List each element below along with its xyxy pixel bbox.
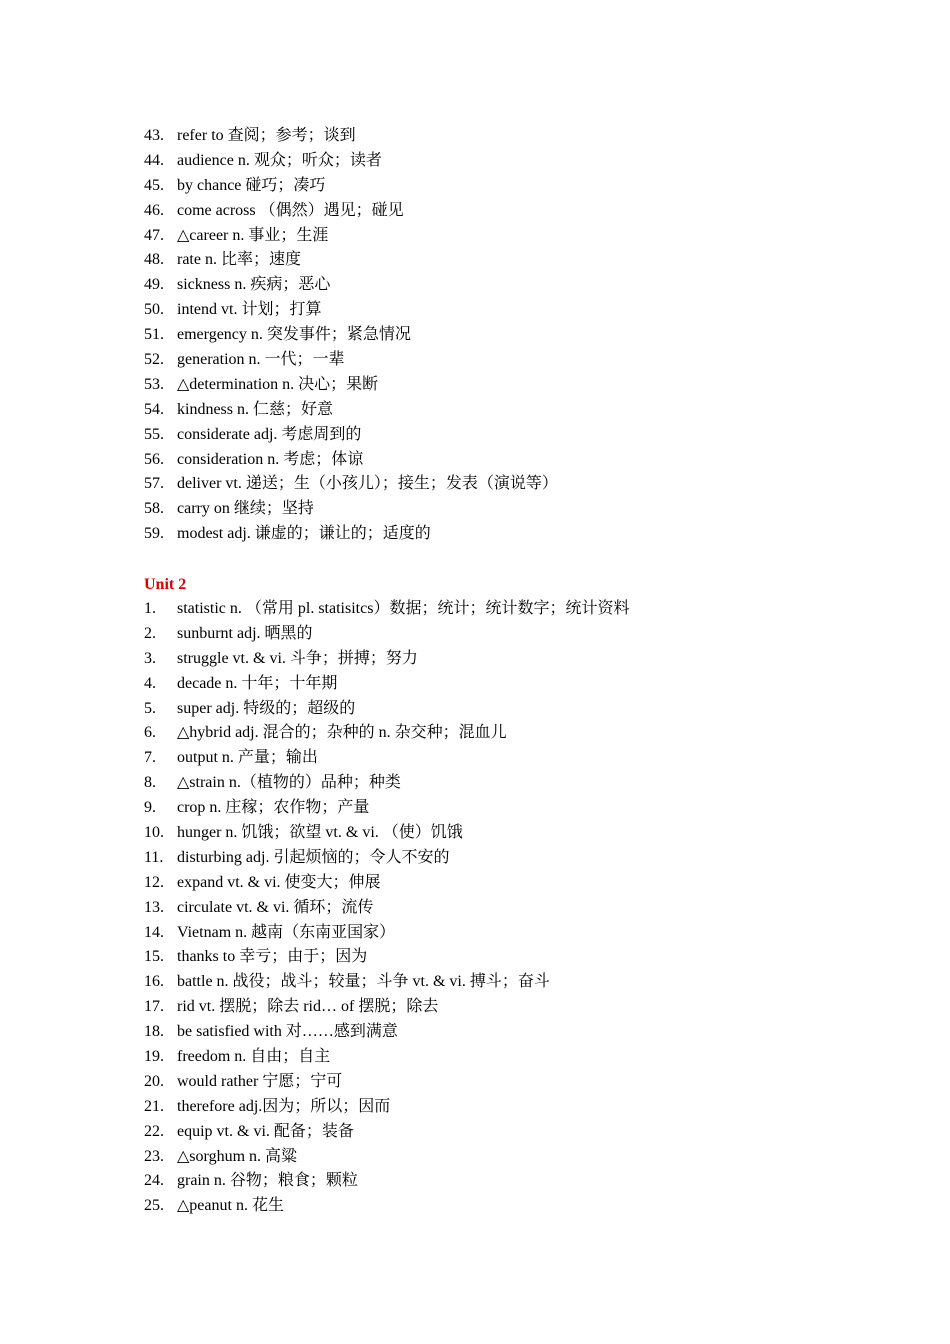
vocab-entry [144, 423, 558, 448]
vocab-entry [144, 721, 629, 746]
vocab-entry [144, 1020, 629, 1045]
entry-text: by chance 碰巧；凑巧 [177, 176, 326, 194]
section-heading-unit-2: Unit 2 [144, 576, 187, 593]
vocab-entry [144, 1194, 629, 1219]
entry-text: refer to 查阅；参考；谈到 [177, 127, 356, 144]
entry-number: 22. [144, 1122, 164, 1140]
entry-number: 24. [144, 1172, 164, 1190]
vocab-entry [144, 921, 629, 946]
vocab-entry [144, 970, 629, 995]
entry-text: expand vt. & vi. 使变大；伸展 [177, 873, 381, 891]
vocab-entry [144, 597, 629, 622]
entry-number: 48. [144, 251, 164, 269]
vocab-entry [144, 1070, 629, 1095]
vocab-entry [144, 945, 629, 970]
entry-number: 14. [144, 923, 164, 941]
vocab-entry [144, 1120, 629, 1145]
vocab-entry [144, 199, 558, 224]
entry-number: 47. [144, 226, 164, 244]
entry-number: 59. [144, 525, 164, 543]
vocab-entry [144, 273, 558, 298]
entry-text: consideration n. 考虑；体谅 [177, 450, 364, 468]
entry-text: rid vt. 摆脱；除去 rid… of 摆脱；除去 [177, 998, 439, 1016]
entry-text: circulate vt. & vi. 循环；流传 [177, 898, 374, 916]
entry-text: would rather 宁愿；宁可 [177, 1072, 343, 1090]
vocab-entry [144, 846, 629, 871]
entry-number: 13. [144, 898, 164, 916]
entry-number: 8. [144, 774, 156, 792]
vocab-entry [144, 298, 558, 323]
vocab-entry [144, 124, 558, 149]
entry-text: modest adj. 谦虚的；谦让的；适度的 [177, 525, 431, 543]
vocab-entry [144, 448, 558, 473]
entry-text: deliver vt. 递送；生（小孩儿）；接生；发表（演说等） [177, 475, 558, 493]
entry-number: 53. [144, 375, 164, 393]
entry-text: △career n. 事业；生涯 [177, 226, 329, 244]
entry-number: 15. [144, 948, 164, 966]
entry-text: grain n. 谷物；粮食；颗粒 [177, 1172, 358, 1190]
entry-text: battle n. 战役；战斗；较量；斗争 vt. & vi. 搏斗；奋斗 [177, 973, 550, 991]
entry-number: 18. [144, 1023, 164, 1041]
vocab-entry [144, 771, 629, 796]
vocab-entry [144, 796, 629, 821]
entry-number: 56. [144, 450, 164, 468]
vocab-list-unit-2 [144, 597, 629, 1219]
entry-text: emergency n. 突发事件；紧急情况 [177, 326, 411, 344]
entry-number: 11. [144, 848, 164, 866]
entry-text: Vietnam n. 越南（东南亚国家） [177, 923, 396, 941]
entry-number: 2. [144, 624, 156, 642]
entry-number: 1. [144, 600, 156, 617]
vocab-list-unit-1-continued [144, 124, 558, 547]
vocab-entry [144, 1169, 629, 1194]
entry-number: 7. [144, 749, 156, 767]
vocab-entry [144, 1095, 629, 1120]
entry-text: rate n. 比率；速度 [177, 251, 301, 269]
entry-text: considerate adj. 考虑周到的 [177, 425, 362, 443]
entry-text: come across （偶然）遇见；碰见 [177, 201, 404, 219]
entry-number: 19. [144, 1048, 164, 1066]
vocab-entry [144, 871, 629, 896]
entry-number: 23. [144, 1147, 164, 1165]
vocab-entry [144, 647, 629, 672]
entry-text: hunger n. 饥饿；欲望 vt. & vi. （使）饥饿 [177, 824, 463, 842]
entry-number: 20. [144, 1072, 164, 1090]
vocab-entry [144, 1145, 629, 1170]
entry-number: 50. [144, 301, 164, 319]
vocab-entry [144, 821, 629, 846]
vocab-entry [144, 896, 629, 921]
vocab-entry [144, 472, 558, 497]
vocab-entry [144, 497, 558, 522]
entry-number: 43. [144, 127, 164, 144]
entry-number: 58. [144, 500, 164, 518]
entry-number: 5. [144, 699, 156, 717]
vocab-entry [144, 373, 558, 398]
entry-text: output n. 产量；输出 [177, 749, 318, 767]
entry-number: 12. [144, 873, 164, 891]
entry-text: △hybrid adj. 混合的；杂种的 n. 杂交种；混血儿 [177, 724, 507, 742]
vocab-entry [144, 995, 629, 1020]
entry-number: 44. [144, 151, 164, 169]
entry-number: 10. [144, 824, 164, 842]
entry-text: △determination n. 决心；果断 [177, 375, 379, 393]
entry-number: 57. [144, 475, 164, 493]
entry-number: 3. [144, 649, 156, 667]
vocab-entry [144, 149, 558, 174]
entry-number: 9. [144, 799, 156, 817]
entry-text: sickness n. 疾病；恶心 [177, 276, 331, 294]
entry-text: equip vt. & vi. 配备；装备 [177, 1122, 354, 1140]
vocab-entry [144, 398, 558, 423]
entry-text: intend vt. 计划；打算 [177, 301, 322, 319]
entry-text: crop n. 庄稼；农作物；产量 [177, 799, 370, 817]
entry-text: generation n. 一代；一辈 [177, 351, 345, 369]
entry-text: △sorghum n. 高粱 [177, 1147, 298, 1165]
entry-text: carry on 继续；坚持 [177, 500, 314, 518]
entry-text: be satisfied with 对……感到满意 [177, 1023, 398, 1041]
entry-text: audience n. 观众；听众；读者 [177, 151, 382, 169]
entry-text: therefore adj.因为；所以；因而 [177, 1097, 391, 1115]
vocab-entry [144, 746, 629, 771]
vocab-entry [144, 522, 558, 547]
entry-number: 46. [144, 201, 164, 219]
vocab-entry [144, 1045, 629, 1070]
entry-text: decade n. 十年；十年期 [177, 674, 338, 692]
vocab-entry [144, 672, 629, 697]
entry-number: 45. [144, 176, 164, 194]
entry-text: thanks to 幸亏；由于；因为 [177, 948, 368, 966]
entry-text: statistic n. （常用 pl. statisitcs）数据；统计；统计数字；统计资料 [177, 600, 630, 617]
entry-text: kindness n. 仁慈；好意 [177, 400, 334, 418]
entry-number: 49. [144, 276, 164, 294]
entry-text: super adj. 特级的；超级的 [177, 699, 356, 717]
entry-text: sunburnt adj. 晒黑的 [177, 624, 313, 642]
vocab-entry [144, 174, 558, 199]
entry-text: △peanut n. 花生 [177, 1197, 284, 1215]
entry-text: disturbing adj. 引起烦恼的；令人不安的 [177, 848, 450, 866]
entry-number: 51. [144, 326, 164, 344]
entry-number: 6. [144, 724, 156, 742]
vocab-entry [144, 348, 558, 373]
vocab-entry [144, 622, 629, 647]
vocab-entry [144, 697, 629, 722]
entry-number: 54. [144, 400, 164, 418]
entry-number: 52. [144, 351, 164, 369]
entry-number: 16. [144, 973, 164, 991]
entry-number: 55. [144, 425, 164, 443]
entry-number: 21. [144, 1097, 164, 1115]
entry-text: freedom n. 自由；自主 [177, 1048, 331, 1066]
entry-number: 17. [144, 998, 164, 1016]
entry-text: △strain n.（植物的）品种；种类 [177, 774, 401, 792]
entry-number: 25. [144, 1197, 164, 1215]
vocab-entry [144, 323, 558, 348]
entry-number: 4. [144, 674, 156, 692]
entry-text: struggle vt. & vi. 斗争；拼搏；努力 [177, 649, 418, 667]
vocab-entry [144, 248, 558, 273]
vocab-entry [144, 224, 558, 249]
